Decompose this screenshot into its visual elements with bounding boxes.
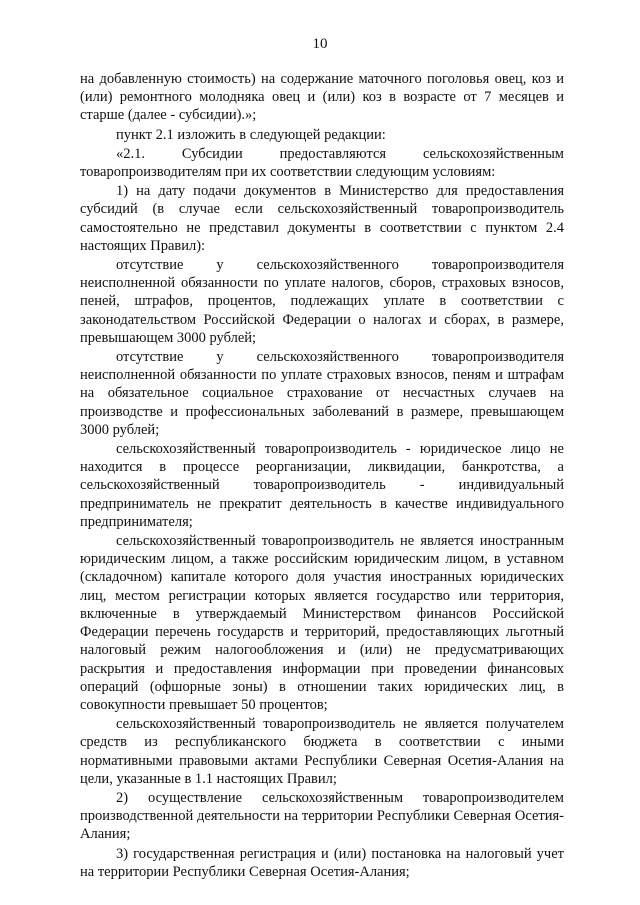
document-body [80,70,564,882]
paragraph-condition-3: 3) государственная регистрация и (или) постановка на налоговый учет на территории Республики Северная Осетия-Алания; [80,845,564,880]
paragraph-condition-1: 1) на дату подачи документов в Министерство для предоставления субсидий (в случае если сельскохозяйственный товаропроизводитель самостоятельно не представил документы в соответствии с пунктом 2.4 настоящих Правил): [80,183,564,254]
paragraph-no-insurance-debt: отсутствие у сельскохозяйственного товаропроизводителя неисполненной обязанности по уплате страховых взносов, пеням и штрафам на обязательное социальное страхование от несчастных случаев на производстве и профессиональных заболеваний в размере, превышающем 3000 рублей; [80,349,564,438]
paragraph-clause-2-1: «2.1. Субсидии предоставляются сельскохозяйственным товаропроизводителям при их соответствии следующим условиям: [80,145,564,181]
paragraph-no-tax-debt: отсутствие у сельскохозяйственного товаропроизводителя неисполненной обязанности по уплате налогов, сборов, страховых взносов, пеней, штрафов, процентов, подлежащих уплате в соответствии с законодательством Российской Федерации о налогах и сборах, в размере, превышающем 3000 рублей; [80,257,564,346]
paragraph-not-foreign-entity: сельскохозяйственный товаропроизводитель не является иностранным юридическим лицом, а также российским юридическим лицом, в уставном (складочном) капитале которого доля участия иностранных юридических лиц, местом регистрации которых является государство или территория, включенные в утверждаемый Министерством финансов Российской Федерации перечень государств и территорий, предоставляющих льготный налоговый режим налогообложения и (или) не предусматривающих раскрытия и предоставления информации при проведении финансовых операций (офшорные зоны) в отношении таких юридических лиц, в совокупности превышает 50 процентов; [80,533,564,713]
paragraph-condition-2: 2) осуществление сельскохозяйственным товаропроизводителем производственной деятельности на территории Республики Северная Осетия-Алания; [80,789,564,843]
paragraph-amendment-instruction: пункт 2.1 изложить в следующей редакции: [116,126,386,143]
paragraph-not-reorganizing: сельскохозяйственный товаропроизводитель - юридическое лицо не находится в процессе реорганизации, ликвидации, банкротства, а сельскохозяйственный товаропроизводитель - индивидуальный предприниматель не прекратит деятельность в качестве индивидуального предпринимателя; [80,441,564,530]
paragraph-continuation: на добавленную стоимость) на содержание маточного поголовья овец, коз и (или) ремонтного молодняка овец и (или) коз в возрасте от 7 месяцев и старше (далее - субсидии).»; [80,71,564,124]
paragraph-not-other-recipient: сельскохозяйственный товаропроизводитель не является получателем средств из республиканского бюджета в соответствии с иными нормативными правовыми актами Республики Северная Осетия-Алания на цели, указанные в 1.1 настоящих Правил; [80,716,564,787]
page-number: 10 [312,36,328,52]
